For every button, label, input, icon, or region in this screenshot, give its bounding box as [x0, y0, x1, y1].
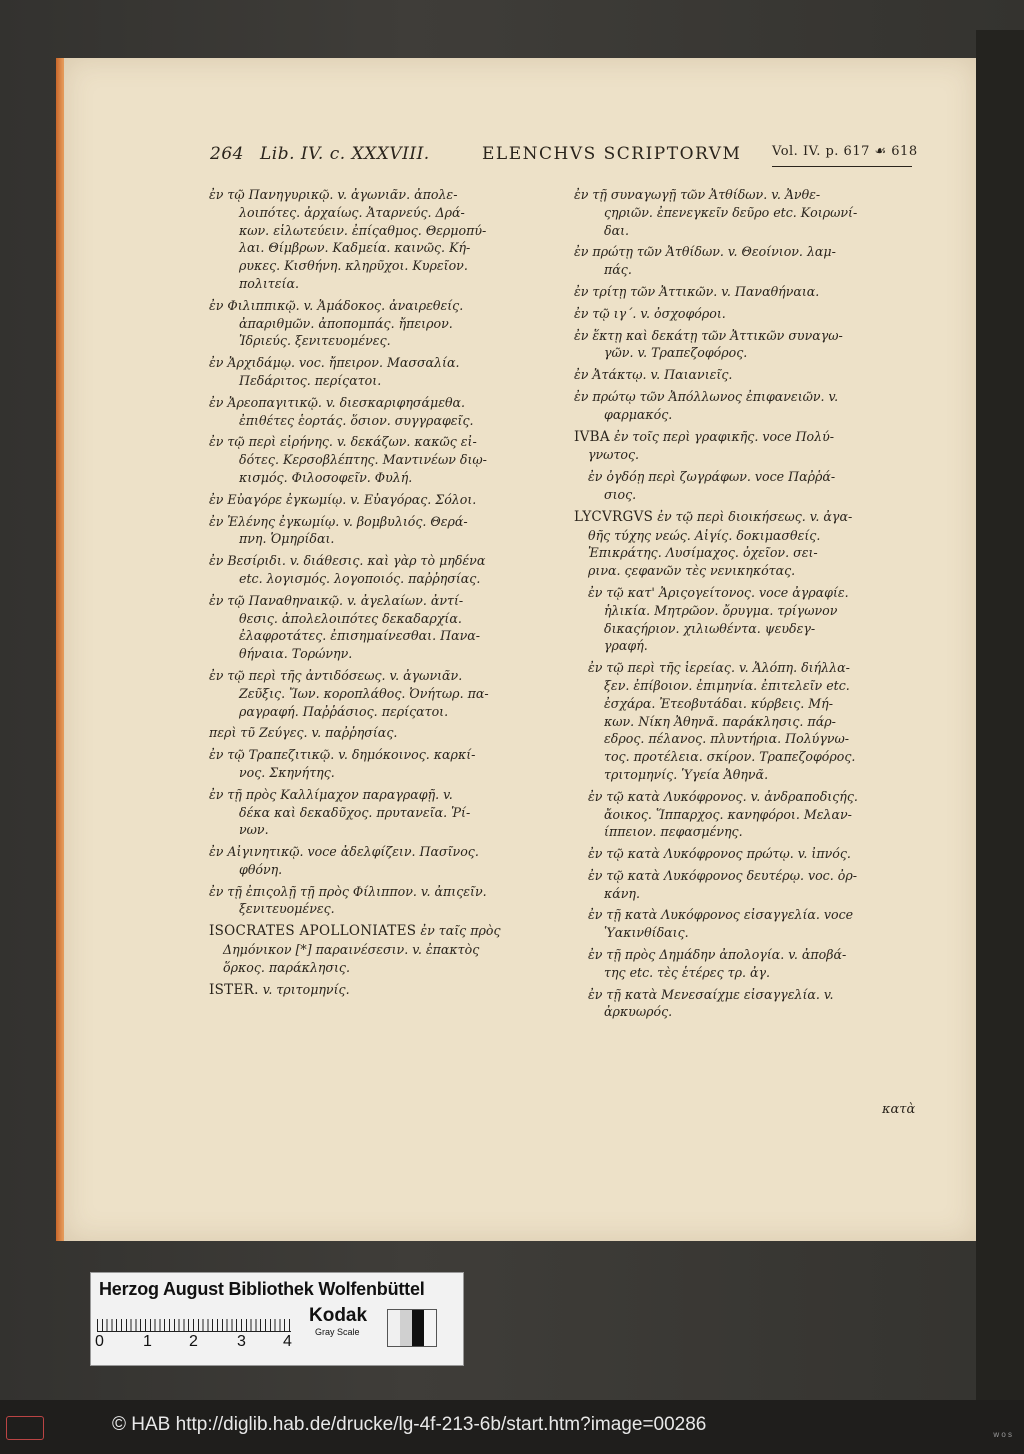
text-line: ἐν Φιλιππικῷ. v. Ἀμάδοκος. ἀναιρεθείς. [209, 297, 464, 313]
text-line: ἐν ὀγδόῃ περὶ ζωγράφων. voce Παῤῥά- [588, 469, 836, 485]
text-line: σιος. [604, 486, 637, 502]
index-entry [574, 243, 936, 279]
index-entry [209, 592, 569, 663]
text-line: ἐν Εὐαγόρε ἐγκωμίῳ. v. Εὐαγόρας. Σόλοι. [209, 491, 477, 507]
kodak-logo: Kodak [309, 1305, 368, 1326]
text-line: ἐν τῷ Πανηγυρικῷ. v. ἀγωνιᾶν. ἀπολε- [209, 187, 458, 202]
author-line [574, 428, 936, 447]
text-line: ἄοικος. Ἵππαρχος. κανηφόροι. Μελαν- [604, 806, 852, 822]
footer-logo-icon [6, 1416, 44, 1440]
text-line: τος. προτέλεια. σκίρον. Τραπεζοφόρος. [604, 749, 856, 765]
author-entry [209, 981, 569, 1000]
text-line: κισμός. Φιλοσοφεῖν. Φυλή. [239, 469, 413, 485]
text-line: γῶν. v. Τραπεζοφόρος. [604, 345, 748, 361]
text-line: ἐν τῇ συναγωγῇ τῶν Ἀτθίδων. v. Ἀνθε- [574, 187, 821, 202]
text-line: Πεδάριτος. περίςατοι. [239, 372, 382, 388]
text-line: ρινα. ςεφανῶν τὲς νενικηκότας. [588, 563, 796, 579]
text-line: ἐν τῇ κατὰ Μενεσαίχμε εἰσαγγελία. v. [588, 986, 834, 1002]
catchword: κατὰ [882, 1102, 916, 1117]
gray-swatch [400, 1310, 412, 1346]
text-line: ἐν τῷ περὶ εἰρήνης. v. δεκάζων. κακῶς εἰ- [209, 434, 477, 450]
text-line: ἐπιθέτες ἑορτάς. ὅσιον. συγγραφεῖς. [239, 412, 474, 428]
index-entry [574, 946, 936, 982]
text-line: ρυκες. Κισθήνη. κληρῦχοι. Κυρεῖον. [239, 258, 468, 274]
ruler-number: 0 [95, 1333, 104, 1350]
index-entry [209, 433, 569, 486]
text-line: ἐν Βεσίριδι. v. διάθεσις. καὶ γὰρ τὸ μηδένα [209, 553, 486, 569]
text-line: ἐν ἕκτῃ καὶ δεκάτῃ τῶν Ἀττικῶν συναγω- [574, 327, 843, 343]
index-entry [574, 584, 936, 655]
index-entry [209, 552, 569, 588]
book-page [64, 58, 976, 1241]
index-entry [209, 724, 569, 742]
text-line: ἐν τῷ Παναθηναικῷ. v. ἀγελαίων. ἀντί- [209, 592, 464, 608]
text-line: ἐλαφροτάτες. ἐπισημαίνεσθαι. Πανα- [239, 628, 480, 644]
text-line: ἐν Ἑλένης ἐγκωμίῳ. v. βομβυλιός. Θερά- [209, 513, 468, 529]
text-line: ἐν τῇ πρὸς Καλλίμαχον παραγραφῇ. v. [209, 786, 453, 802]
index-entry [574, 283, 936, 301]
text-line: τριτομηνίς. Ὑγεία Ἀθηνᾶ. [604, 766, 769, 782]
index-entry [209, 786, 569, 839]
author-entry [574, 428, 936, 465]
index-entry [209, 297, 569, 350]
index-entry [209, 513, 569, 549]
author-name: ISOCRATES APOLLONIATES [209, 923, 417, 940]
text-line: ἀπαριθμῶν. ἀποπομπάς. ἤπειρον. [239, 315, 453, 331]
text-line: Ἐπικράτης. Λυσίμαχος. ὀχεῖον. σει- [588, 545, 818, 561]
text-line: ὅρκος. παράκλησις. [223, 959, 350, 975]
text-line: ίππειον. πεφασμένης. [604, 824, 743, 840]
text-line: πάς. [604, 262, 632, 278]
text-line: ἐν τῷ περὶ διοικήσεως. v. ἀγα- [657, 508, 853, 524]
text-line: ἐν τῷ κατὰ Λυκόφρονος. v. ἀνδραποδιςής. [588, 788, 858, 804]
text-line: δέκα καὶ δεκαδῦχος. πρυτανεῖα. Ῥί- [239, 804, 471, 820]
author-name: ISTER. [209, 981, 259, 998]
text-line: πολιτεία. [239, 275, 299, 291]
text-line: ἐν ταῖς πρὸς [420, 923, 501, 939]
index-entry [574, 327, 936, 363]
text-line: ἐν πρώτῃ τῶν Ἀτθίδων. v. Θεοίνιον. λαμ- [574, 244, 836, 260]
index-entry [574, 468, 936, 504]
text-line: ςηριῶν. ἐπενεγκεῖν δεῦρο etc. Κοιρωνί- [604, 204, 858, 220]
index-entry [209, 394, 569, 430]
page-title: ELENCHVS SCRIPTORVM [482, 144, 742, 164]
text-line: περὶ τῦ Ζεύγες. v. παῤῥησίας. [209, 725, 398, 741]
text-line: νος. Σκηνήτης. [239, 764, 335, 780]
author-entry [209, 922, 569, 976]
ruler-number: 3 [237, 1333, 246, 1350]
left-column [209, 186, 569, 1003]
index-entry [574, 366, 936, 384]
text-line: ἐν τῷ περὶ τῆς ἀντιδόσεως. v. ἀγωνιᾶν. [209, 667, 463, 683]
footer-copyright-url[interactable]: © HAB http://diglib.hab.de/drucke/lg-4f-213-6b/start.htm?image=00286 [112, 1414, 707, 1435]
scale-ruler [97, 1307, 291, 1332]
author-line [209, 922, 569, 941]
header-underline [772, 166, 912, 167]
text-line: γραφή. [604, 638, 648, 654]
text-line: ἐν τρίτῃ τῶν Ἀττικῶν. v. Παναθήναια. [574, 283, 820, 299]
index-entry [209, 491, 569, 509]
text-line: θήναια. Τορώνην. [239, 646, 353, 662]
text-line: ἐν τοῖς περὶ γραφικῆς. voce Πολύ- [613, 428, 835, 444]
index-entry [574, 867, 936, 903]
footer-mark: w o s [993, 1430, 1012, 1439]
index-entry [574, 305, 936, 323]
index-entry [209, 883, 569, 919]
text-line: δότες. Κερσοβλέπτης. Μαντινέων διῳ- [239, 452, 487, 468]
author-entry [574, 508, 936, 580]
right-column [574, 186, 936, 1025]
index-entry [209, 354, 569, 390]
index-entry [574, 659, 936, 784]
page-number: 264 [210, 144, 244, 164]
text-line: ξεν. ἐπίβοιον. ἐπιμηνία. ἐπιτελεῖν etc. [604, 677, 850, 693]
text-line: φαρμακός. [604, 406, 673, 422]
text-line: ἐν πρώτῳ τῶν Ἀπόλλωνος ἐπιφανειῶν. v. [574, 388, 839, 404]
gray-swatch [424, 1310, 436, 1346]
text-line: λαι. Θίμβρων. Καδμεία. καινῶς. Κή- [239, 240, 471, 256]
book-reference: Lib. IV. c. XXXVIII. [260, 144, 430, 164]
text-line: ἀρκυωρός. [604, 1004, 673, 1020]
text-line: λοιπότες. ἀρχαίως. Ἀταρνεύς. Δρά- [239, 204, 465, 220]
gray-swatch [412, 1310, 424, 1346]
index-entry [574, 788, 936, 841]
text-line: εδρος. πέλανος. πλυντήρια. Πολύγνω- [604, 731, 850, 747]
text-line: κάνη. [604, 885, 640, 901]
text-line: κων. εἱλωτεύειν. ἐπίςαθμος. Θερμοπύ- [239, 222, 487, 238]
text-line: γνωτος. [588, 447, 640, 463]
text-line: ἐν Ἀρχιδάμῳ. voc. ἤπειρον. Μασσαλία. [209, 355, 460, 371]
text-line: ἐν τῷ περὶ τῆς ἱερείας. v. Ἀλόπη. διήλλα- [588, 660, 850, 676]
text-line: θεσις. ἀπολελοιπότες δεκαδαρχία. [239, 610, 462, 626]
text-line: ἐν τῇ πρὸς Δημάδην ἀπολογία. v. ἀποβά- [588, 947, 847, 963]
volume-reference: Vol. IV. p. 617 ☙ 618 [772, 144, 918, 159]
text-line: ἐν τῷ ιγ΄. v. ὀσχοφόροι. [574, 305, 726, 321]
text-line: ἐσχάρα. Ἐτεοβυτάδαι. κύρβεις. Μή- [604, 695, 833, 711]
text-line: Ἰδριεύς. ξενιτευομένες. [239, 333, 391, 349]
text-line: κων. Νίκη Ἀθηνᾶ. παράκλησις. πάρ- [604, 713, 836, 729]
text-line: ἐν τῷ κατ' Ἀριςογείτονος. voce ἀγραφίε. [588, 584, 849, 600]
text-line: ἐν τῇ ἐπιςολῇ τῇ πρὸς Φίλιππον. v. ἀπιςεῖν. [209, 883, 487, 899]
index-entry [574, 906, 936, 942]
text-line: ἐν τῷ κατὰ Λυκόφρονος πρώτῳ. v. ἰπνός. [588, 846, 851, 862]
text-line: ἡλικία. Μητρῶον. ὄρυγμα. τρίγωνον [604, 602, 838, 618]
text-line: ἐν τῇ κατὰ Λυκόφρονος εἰσαγγελία. voce [588, 907, 854, 923]
gray-swatches [387, 1309, 437, 1347]
library-name: Herzog August Bibliothek Wolfenbüttel [99, 1279, 425, 1299]
text-line: ἐν Ἀρεοπαγιτικῷ. v. διεσκαριφησάμεθα. [209, 394, 466, 410]
author-name: LYCVRGVS [574, 508, 654, 525]
index-entry [574, 388, 936, 424]
color-calibration-card [90, 1272, 464, 1366]
index-entry [209, 843, 569, 879]
text-line: v. τριτομηνίς. [262, 981, 350, 997]
text-line: ξενιτευομένες. [239, 901, 335, 917]
ruler-number: 1 [143, 1333, 152, 1350]
gray-swatch [388, 1310, 400, 1346]
text-line: θῆς τύχης νεώς. Αἰγίς. δοκιμασθείς. [588, 527, 821, 543]
text-line: ἐν Αἰγινητικῷ. voce ἀδελφίζειν. Πασῖνος. [209, 844, 479, 860]
running-header [64, 144, 976, 174]
index-entry [574, 986, 936, 1022]
index-entry [574, 186, 936, 239]
text-line: etc. λογισμός. λογοποιός. παῤῥησίας. [239, 570, 481, 586]
index-entry [209, 186, 569, 293]
author-name: IVBA [574, 428, 610, 445]
text-line: της etc. τὲς ἑτέρες τρ. ἀγ. [604, 964, 771, 980]
gray-scale-label: Gray Scale [315, 1327, 360, 1337]
text-line: Ὑακινθίδαις. [604, 925, 689, 941]
index-entry [209, 667, 569, 720]
text-line: ραγραφή. Παῤῥάσιος. περίςατοι. [239, 703, 449, 719]
text-line: ἐν τῷ κατὰ Λυκόφρονος δευτέρῳ. voc. ὀρ- [588, 867, 857, 883]
text-line: δικαςήριον. χιλιωθέντα. ψευδεγ- [604, 620, 816, 636]
text-line: νων. [239, 822, 269, 838]
author-line [209, 981, 569, 1000]
text-line: Δημόνικον [*] παραινέσεσιν. v. ἐπακτὸς [223, 942, 480, 958]
text-line: δαι. [604, 222, 630, 238]
text-line: ἐν Ἀτάκτῳ. v. Παιανιεῖς. [574, 367, 733, 383]
index-entry [209, 746, 569, 782]
ruler-number: 4 [283, 1333, 292, 1350]
author-line [574, 508, 936, 527]
ruler-number: 2 [189, 1333, 198, 1350]
text-line: φθόνη. [239, 861, 283, 877]
text-line: ἐν τῷ Τραπεζιτικῷ. v. δημόκοινος. καρκί- [209, 747, 476, 763]
facing-page-shadow [976, 30, 1024, 1400]
index-entry [574, 845, 936, 863]
text-line: Ζεῦξις. Ἴων. κοροπλάθος. Ὀνήτωρ. πα- [239, 685, 489, 701]
text-line: πνη. Ὁμηρίδαι. [239, 531, 335, 547]
